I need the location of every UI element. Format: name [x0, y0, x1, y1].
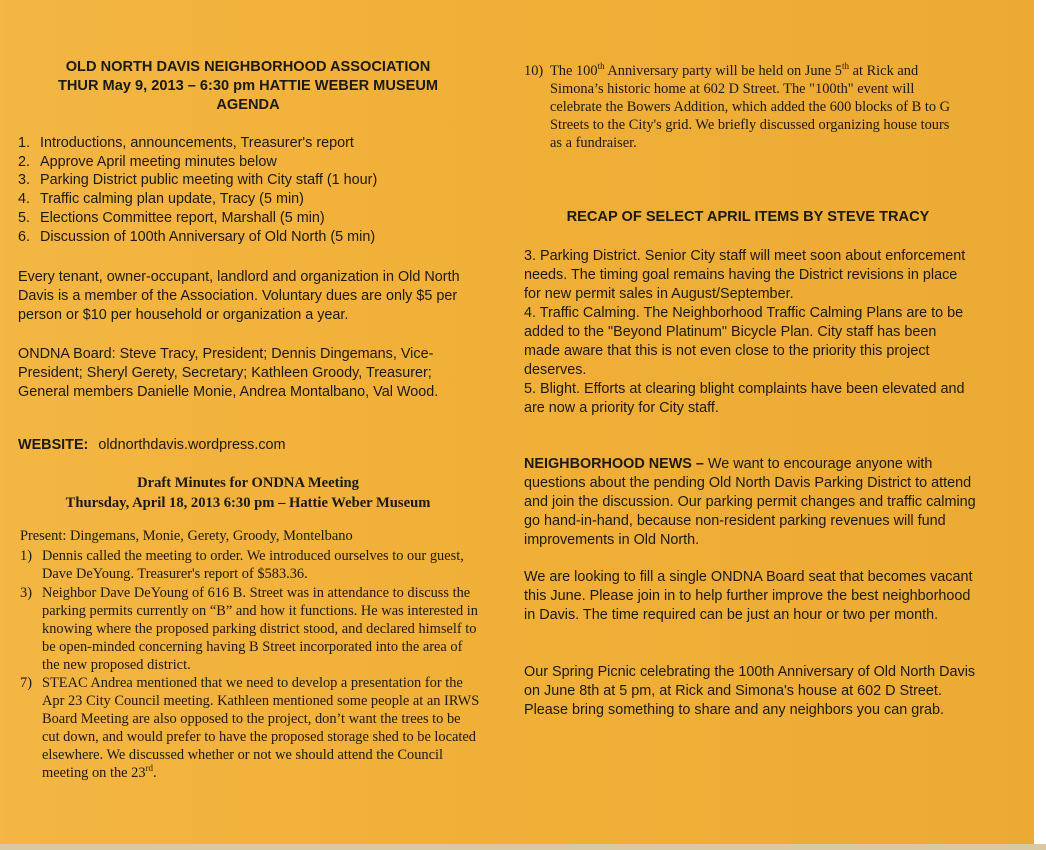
news-label: NEIGHBORHOOD NEWS –: [524, 456, 704, 472]
attendees: Present: Dingemans, Monie, Gerety, Groody, Montelbano: [20, 528, 353, 544]
agenda-item: [18, 228, 377, 247]
agenda-item-number: 1.: [18, 135, 31, 151]
minutes-item-text: [42, 674, 480, 782]
board-seat-paragraph: We are looking to fill a single ONDNA Board seat that becomes vacant this June. Please join in to help further improve the best neighborhood in Davis. The time required can be just an hour or two per month.: [524, 569, 973, 623]
agenda-item: [18, 134, 377, 153]
recap-item: 3. Parking District. Senior City staff will meet soon about enforcement needs. The timing goal remains having the District revisions in place for new permit sales in August/September.: [524, 248, 966, 302]
minutes-item-number: 1): [20, 548, 32, 564]
minutes-item-text: Dennis called the meeting to order. We introduced ourselves to our guest, Dave DeYoung. Treasurer's report of $583.36.: [42, 548, 464, 582]
scan-edge-right: [1034, 0, 1046, 850]
agenda-item-text: Traffic calming plan update, Tracy (5 min): [40, 191, 304, 208]
agenda-item-number: 6.: [18, 228, 31, 245]
minutes-item-text-main: STEAC Andrea mentioned that we need to develop a presentation for the Apr 23 City Council meeting. Kathleen mentioned some people at an IRWS Board Meeting are also opposed to the project, don’t want the trees to be cut down, and would prefer to have the proposed storage shed to be located elsewhere. We discussed whether or not we should attend the Council meeting on the 23: [42, 675, 480, 781]
agenda-item-text: Approve April meeting minutes below: [40, 153, 277, 170]
agenda-item-number: 5.: [18, 209, 31, 226]
website-line: [18, 437, 286, 453]
picnic-paragraph: Our Spring Picnic celebrating the 100th Anniversary of Old North Davis on June 8th at 5 pm, at Rick and Simona's house at 602 D Street. Please bring something to share and any neighbors you can grab.: [524, 664, 976, 718]
recap-title: RECAP OF SELECT APRIL ITEMS BY STEVE TRACY: [566, 209, 930, 225]
board-paragraph: ONDNA Board: Steve Tracy, President; Dennis Dingemans, Vice-President; Sheryl Gerety, Secretary; Kathleen Groody, Treasurer; General members Danielle Monie, Andrea Montalbano, Val Wood.: [18, 346, 439, 400]
text-part: at Rick and Simona’s historic home at 602 D Street. The "100th" event will celebrate the Bowers Addition, which added the 600 blocks of B to G Streets to the City's grid. We briefly discussed organizing house tours as a fundraiser.: [550, 63, 951, 151]
website-link[interactable]: oldnorthdavis.wordpress.com: [98, 437, 286, 453]
text-part: Anniversary party will be held on June 5: [604, 63, 842, 79]
minutes-item: [20, 584, 480, 674]
agenda-item-number: 3.: [18, 172, 31, 189]
website-label: WEBSITE:: [18, 437, 89, 453]
agenda-item: [18, 190, 377, 209]
recap-item: 4. Traffic Calming. The Neighborhood Traffic Calming Plans are to be added to the "Beyond Platinum" Bicycle Plan. City staff has been made aware that this is not even close to the priority this project deserves.: [524, 305, 964, 378]
minutes-item-10: [524, 62, 964, 152]
minutes-item-number: 10): [524, 63, 544, 79]
minutes-item-number: 3): [20, 585, 32, 601]
agenda-heading: AGENDA: [216, 97, 280, 113]
agenda-item-text: Introductions, announcements, Treasurer's report: [40, 135, 354, 151]
membership-paragraph: Every tenant, owner-occupant, landlord and organization in Old North Davis is a member of the Association. Voluntary dues are only $5 per person or $10 per household or organization a year.: [18, 269, 460, 323]
news-text: We want to encourage anyone with questions about the pending Old North Davis Parking District to attend and join the discussion. Our parking permit changes and traffic calming go hand-in-hand, because non-resident parking revenues will fund improvements in Old North.: [524, 456, 976, 548]
header: [20, 58, 476, 115]
news-paragraph: [524, 455, 976, 550]
agenda-item-text: Elections Committee report, Marshall (5 min): [40, 209, 325, 226]
minutes-item: [20, 674, 480, 782]
agenda-item: [18, 209, 377, 228]
agenda-item-number: 4.: [18, 191, 31, 208]
agenda-item-text: Parking District public meeting with City staff (1 hour): [40, 172, 378, 189]
superscript: th: [841, 61, 849, 72]
superscript: th: [597, 61, 605, 72]
minutes-title: Draft Minutes for ONDNA Meeting: [137, 475, 359, 491]
minutes-subtitle: Thursday, April 18, 2013 6:30 pm – Hattie Weber Museum: [65, 495, 431, 511]
agenda-item-text: Discussion of 100th Anniversary of Old North (5 min): [40, 228, 376, 245]
minutes-item-text-end: .: [153, 765, 157, 781]
meeting-date: THUR May 9, 2013 – 6:30 pm HATTIE WEBER MUSEUM: [57, 78, 439, 94]
superscript: rd: [145, 763, 154, 774]
agenda-item: [18, 171, 377, 190]
agenda-item: [18, 153, 377, 172]
minutes-item: [20, 547, 480, 583]
minutes-item-number: 7): [20, 675, 32, 691]
agenda-item-number: 2.: [18, 153, 31, 170]
minutes-item-text: [550, 62, 964, 152]
recap-item: 5. Blight. Efforts at clearing blight complaints have been elevated and are now a priority for City staff.: [524, 381, 965, 416]
minutes-item-text: Neighbor Dave DeYoung of 616 B. Street was in attendance to discuss the parking permits currently on “B” and how it functions. He was interested in knowing where the proposed parking district stood, and declared himself to be open-minded concerning having B Street incorporated into the area of the new proposed district.: [42, 585, 479, 673]
org-title: OLD NORTH DAVIS NEIGHBORHOOD ASSOCIATION: [65, 59, 431, 75]
agenda-list: [18, 134, 377, 246]
scan-edge-bottom: [0, 844, 1046, 850]
text-part: The 100: [550, 63, 598, 79]
